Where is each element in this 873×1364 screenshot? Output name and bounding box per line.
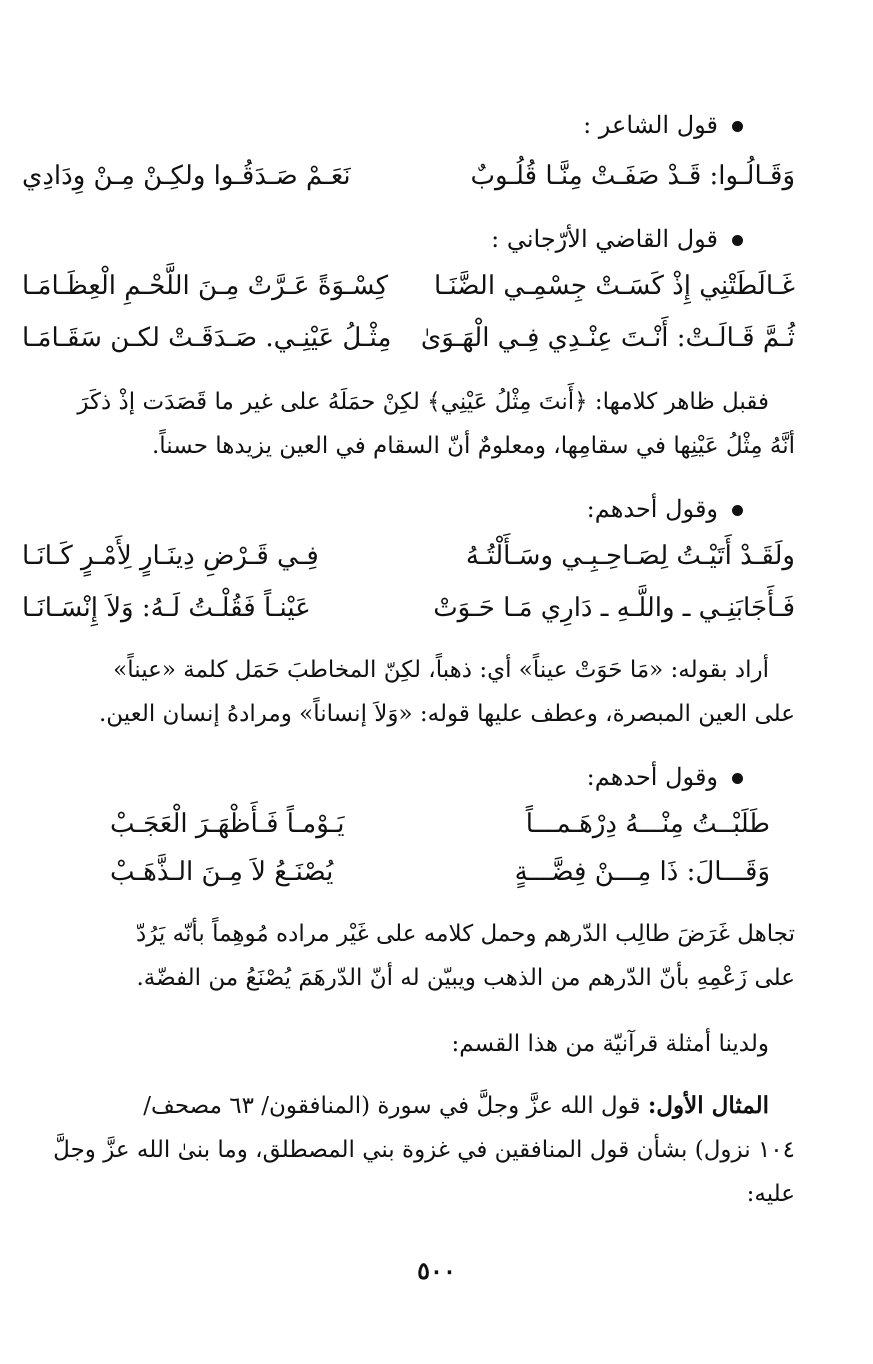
verse-line (0, 266, 873, 306)
section-heading-qadi-arrajani (491, 222, 743, 256)
commentary-paragraph (42, 912, 795, 1000)
example-line: عليه: (746, 1181, 795, 1207)
verse-first-hemistich: وَقَـــالَ: ذَا مِـــنْ فِضَّـــةٍ (514, 857, 770, 887)
commentary-paragraph (42, 380, 795, 468)
example-line: ١٠٤ نزول) بشأن قول المنافقين في غزوة بني المصطلق، وما بنىٰ الله عزَّ وجلَّ (53, 1137, 795, 1163)
commentary-line: فقبل ظاهر كلامها: ﴿أَنتَ مِثْلُ عَيْنِي﴾ لكِنْ حمَلَهُ على غير ما قَصَدَت إذْ ذكَرَ (77, 389, 769, 415)
verse-line (0, 588, 873, 628)
verse-line (0, 804, 873, 844)
heading-text: وقول أحدهم: (586, 495, 718, 523)
commentary-line: أراد بقوله: «مَا حَوَتْ عيناً» أي: ذهباً، لكِنّ المخاطبَ حَمَل كلمة «عيناً» (113, 657, 769, 683)
verse-line (0, 852, 873, 892)
heading-text: قول الشاعر : (583, 111, 718, 139)
verse-second-hemistich: عَيْنـاً فَقُلْـتُ لَـهُ: وَلاَ إِنْسَـانَـا (22, 593, 311, 623)
example-paragraph (42, 1084, 795, 1216)
section-heading-one-of-them-2 (587, 760, 743, 794)
bullet-icon (732, 773, 743, 784)
verse-second-hemistich: يُصْنَـعُ لاَ مِـنَ الـذَّهَـبْ (110, 857, 334, 887)
commentary-line: أنَّهُ مِثْلُ عَيْنِها في سقامِها، ومعلومٌ أنّ السقام في العين يزيدها حسناً. (151, 433, 795, 459)
intro-line: ولدينا أمثلة قرآنيّة من هذا القسم: (451, 1031, 769, 1057)
verse-line (0, 318, 873, 358)
bullet-icon (732, 505, 743, 516)
section-heading-one-of-them (587, 492, 743, 526)
commentary-line: على العين المبصرة، وعطف عليها قوله: «وَلاَ إنساناً» ومرادهُ إنسان العين. (98, 701, 795, 727)
intro-paragraph (42, 1022, 795, 1066)
verse-second-hemistich: مِثْـلُ عَيْنِـي. صَـدَقَـتْ لكـن سَقَـامَـا (22, 323, 392, 353)
page-number: ٥٠٠ (417, 1256, 456, 1285)
bullet-icon (732, 121, 743, 132)
verse-second-hemistich: يَـوْمـاً فَـأَظْهَـرَ الْعَجَـبْ (110, 809, 345, 839)
commentary-line: على زَعْمِهِ بأنّ الدّرهم من الذهب ويبيّن له أنّ الدّرهَمَ يُصْنَعُ من الفضّة. (136, 965, 795, 991)
example-line (42, 1084, 795, 1128)
commentary-line: تجاهل غَرَضَ طالِب الدّرهم وحمل كلامه على غَيْر مراده مُوهِماً بأنّه يَرُدّ (135, 921, 795, 947)
verse-first-hemistich: فَـأَجَابَنِـي ـ واللَّـهِ ـ دَارِي مَـا حَـوَتْ (433, 593, 795, 623)
verse-line (0, 536, 873, 576)
section-heading-poet (583, 108, 743, 142)
verse-first-hemistich: طَلَبْــتُ مِنْـــهُ دِرْهَـمـــاً (525, 809, 770, 839)
verse-second-hemistich: كِسْـوَةً عَـرَّتْ مِـنَ اللَّحْـمِ الْعِظَـامَـا (22, 271, 389, 301)
verse-first-hemistich: وَقَـالُـوا: قَـدْ صَفَـتْ مِنَّـا قُلُـوبٌ (470, 161, 795, 191)
commentary-paragraph (42, 648, 795, 736)
example-label: المثال الأول: (647, 1092, 769, 1119)
heading-text: قول القاضي الأرّجاني : (491, 225, 718, 253)
verse-first-hemistich: غَـالَطَتْنِي إِذْ كَسَـتْ جِسْمِـي الضَّنَـا (434, 271, 795, 301)
verse-second-hemistich: نَعَـمْ صَـدَقُـوا ولكِـنْ مِـنْ وِدَادِي (22, 161, 351, 191)
verse-first-hemistich: ولَقَـدْ أَتَيْـتُ لِصَـاحِـبِـي وسَـأَلْتُـهُ (465, 541, 795, 571)
verse-line (0, 156, 873, 196)
verse-second-hemistich: فِـي قَـرْضِ دِينَـارٍ لِأَمْـرٍ كَـانَـا (22, 541, 319, 571)
verse-first-hemistich: ثُـمَّ قَـالَـتْ: أَنْـتَ عِنْـدِي فِـي الْهَـوَىٰ (420, 323, 795, 353)
heading-text: وقول أحدهم: (586, 763, 718, 791)
example-text: قول الله عزَّ وجلَّ في سورة (المنافقون/ ٦٣ مصحف/ (143, 1093, 641, 1119)
bullet-icon (732, 235, 743, 246)
